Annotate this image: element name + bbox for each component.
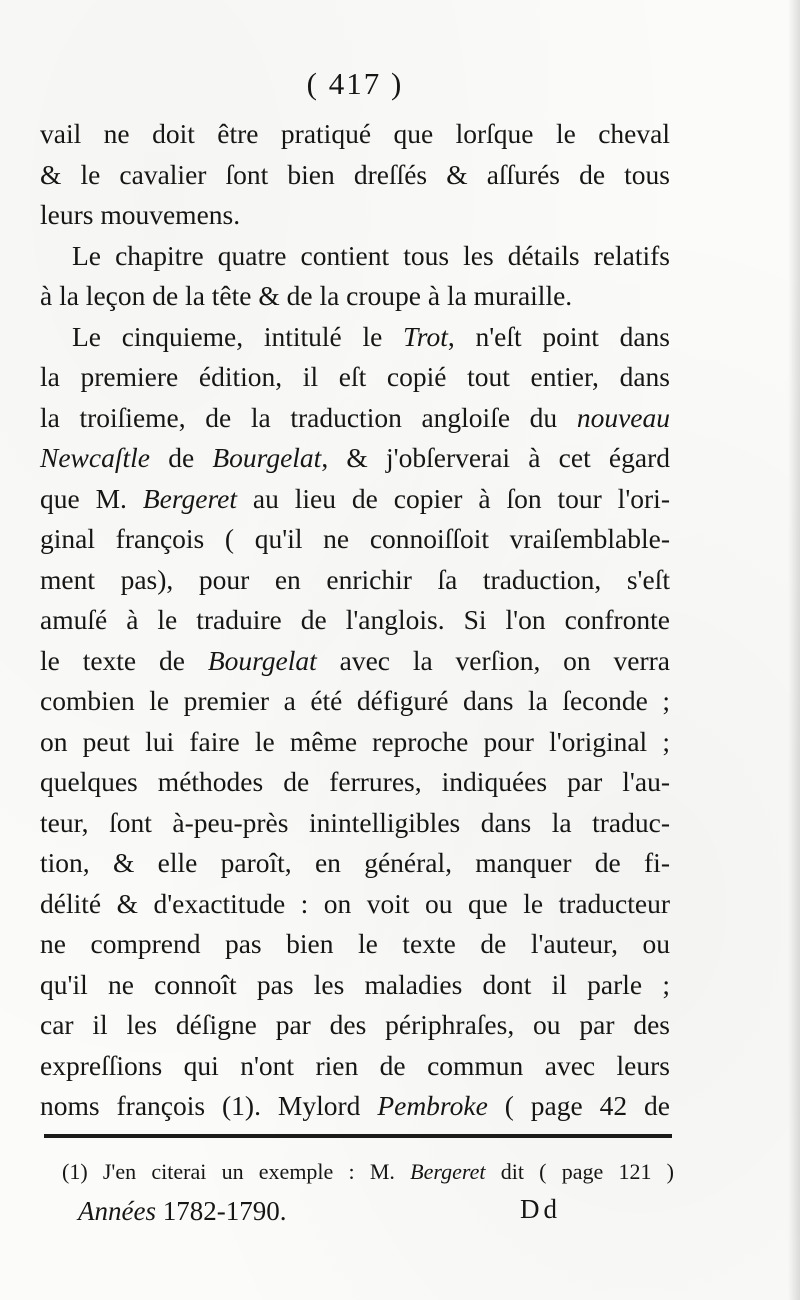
text-line: la premiere édition, il eſt copié tout entier, dans [40, 361, 670, 392]
text-line: amuſé à le traduire de l'anglois. Si l'on confronte [40, 604, 670, 635]
text-line: à la leçon de la tête & de la croupe à la muraille. [40, 280, 573, 311]
text-line: vail ne doit être pratiqué que lorſque le cheval [40, 118, 670, 149]
text-line-italic: Pembroke [377, 1090, 488, 1121]
signature-line [78, 1193, 578, 1229]
text-line: délité & d'exactitude : on voit ou que le traducteur [40, 887, 670, 919]
text-line: quelques méthodes de ferrures, indiquées par l'au- [40, 766, 670, 797]
text-line: Le cinquieme, intitulé le Trot, n'eſt point dans [72, 320, 671, 352]
text-line: ne comprend pas bien le texte de l'auteur, ou [40, 928, 670, 959]
footnote-italic: Bergeret [410, 1159, 486, 1184]
page-edge-shadow [788, 0, 800, 1300]
footnote: (1) J'en citerai un exemple : M. Bergeret dit ( page 121 ) [62, 1159, 675, 1184]
text-line: qu'il ne connoît pas les maladies dont il parle ; [40, 968, 670, 1000]
text-line-italic: Bourgelat [212, 442, 322, 473]
text-line: Le chapitre quatre contient tous les détails relatifs [72, 239, 670, 271]
text-line-italic: Newcaſtle [40, 442, 150, 473]
text-line: ginal françois ( qu'il ne connoiſſoit vraiſemblable- [40, 523, 670, 554]
text-line-italic: Trot [403, 320, 448, 352]
text-line: leurs mouvemens. [40, 199, 241, 230]
text-line: car il les déſigne par des périphraſes, ou par des [40, 1009, 670, 1040]
text-line-italic: Bourgelat [207, 644, 317, 676]
text-line-italic: Bergeret [142, 482, 237, 514]
signature-mark: Dd [520, 1194, 561, 1224]
text-line: Newcaſtle de Bourgelat, & j'obſerverai à cet égard [40, 442, 670, 473]
text-line: tion, & elle paroît, en général, manquer de fi- [40, 847, 670, 878]
text-line: expreſſions qui n'ont rien de commun avec leurs [40, 1049, 670, 1081]
text-line: teur, ſont à-peu-près inintelligibles dans la traduc- [40, 806, 670, 838]
text-line: le texte de Bourgelat avec la verſion, on verra [40, 644, 670, 676]
text-line: & le cavalier ſont bien dreſſés & aſſurés de tous [40, 158, 670, 190]
signature-years: 1782-1790. [162, 1196, 287, 1226]
text-line-italic: nouveau [576, 401, 670, 433]
text-line: noms françois (1). Mylord Pembroke ( page 42 de [40, 1090, 671, 1121]
footnote-rule [44, 1134, 672, 1138]
text-line: combien le premier a été défiguré dans la ſeconde ; [40, 685, 670, 716]
text-line: ment pas), pour en enrichir ſa traduction, s'eſt [40, 563, 670, 595]
text-line: la troiſieme, de la traduction angloiſe du nouveau [40, 401, 670, 433]
text-line: on peut lui faire le même reproche pour l'original ; [40, 725, 670, 757]
text-line: que M. Bergeret au lieu de copier à ſon tour l'ori- [40, 482, 670, 514]
page-number: ( 417 ) [306, 66, 404, 101]
signature-years-label: Années [78, 1196, 156, 1226]
body-text [40, 114, 670, 1127]
